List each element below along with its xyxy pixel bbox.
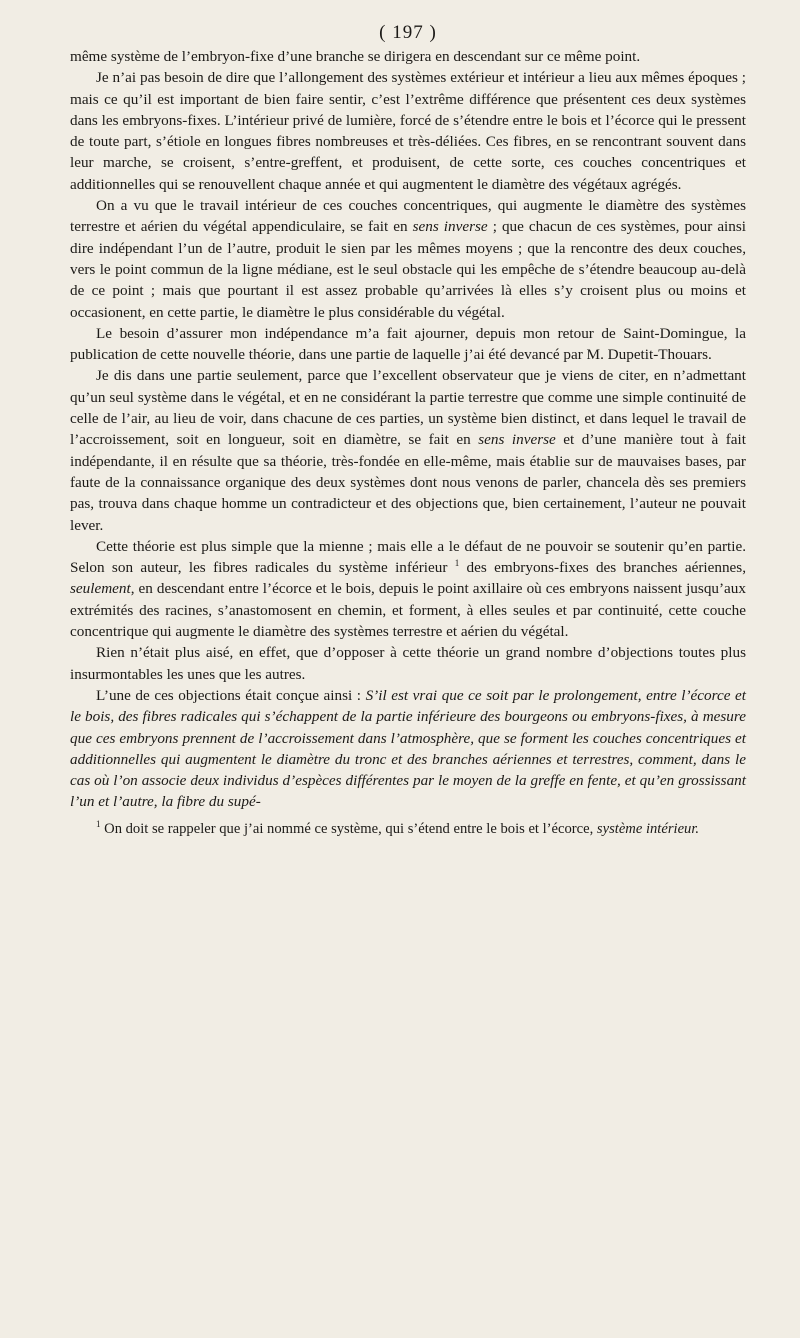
- text-run: Rien n’était plus aisé, en effet, que d’opposer à cette théorie un grand nombre d’objections toutes plus insurmontables les unes que les autres.: [70, 644, 746, 683]
- italic-text: système intérieur.: [596, 820, 700, 837]
- text-run: , en descendant entre l’écorce et le bois, depuis le point axillaire où ces embryons naissent jusqu’aux extrémités des racines, s’anastomosent en chemin, et forment, à elles seules et par continuité, cette couche concentrique qui augmente le diamètre des systèmes terrestre et aérien du végétal.: [70, 580, 746, 641]
- text-run: Cette théorie est plus simple que la mienne ; mais elle a le défaut de ne pouvoir se soutenir qu’en partie. Selon son auteur, les fibres radicales du système inférieur: [70, 537, 746, 577]
- page-number: ( 197 ): [379, 22, 437, 43]
- italic-text: sens inverse: [478, 431, 556, 449]
- footnote-marker: 1: [454, 558, 460, 569]
- footnote-text: [70, 819, 746, 839]
- paragraph-1: [70, 46, 746, 67]
- italic-text: S’il est vrai que ce soit par le prolongement, entre l’écorce et le bois, des fibres radicales qui s’échappent de la partie inférieure des bourgeons ou embryons-fixes, à mesure que ces embryons prennent de l’accroissement dans l’atmosphère, que se forment les couches concentriques et additionnelles qui augmentent le diamètre du tronc et des branches aériennes et terrestres, comment, dans le cas où l’on associe deux individus d’espèces différentes par le moyen de la greffe en fente, et qu’en grossissant l’un et l’autre, la fibre du supé-: [70, 686, 746, 811]
- text-run: L’une de ces objections était conçue ainsi :: [96, 686, 366, 704]
- paragraph-7: [70, 642, 746, 685]
- text-run: Je dis dans une partie seulement, parce que l’excellent observateur que je viens de citer, en n’admettant qu’un seul système dans le végétal, et en ne considérant la partie terrestre que comme une simple continuité de celle de l’air, au lieu de voir, dans chacune de ces parties, un système bien distinct, et dans lequel le travail de l’accroissement, soit en longueur, soit en diamètre, se fait en: [70, 367, 746, 449]
- text-run: Le besoin d’assurer mon indépendance m’a fait ajourner, depuis mon retour de Saint-Domingue, la publication de cette nouvelle théorie, dans une partie de laquelle j’ai été devancé par M. Dupetit-Thouars.: [70, 324, 746, 364]
- text-run: Je n’ai pas besoin de dire que l’allongement des systèmes extérieur et intérieur a lieu aux mêmes époques ; mais ce qu’il est important de bien faire sentir, c’est l’extrême différence que présentent ces deux systèmes dans les embryons-fixes. L’intérieur privé de lumière, forcé de s’étendre entre le bois et l’écorce qui le pressent de toute part, s’étiole en longues fibres nombreuses et très-déliées. Ces fibres, en se rencontrant souvent dans leur marche, se croisent, s’entre-greffent, et produisent, de cette sorte, ces couches concentriques et additionnelles qui se renouvellent chaque année et qui augmentent le diamètre des végétaux agrégés.: [70, 69, 746, 193]
- paragraph-2: [70, 67, 746, 195]
- italic-text: seulement: [70, 580, 131, 598]
- footnote: [70, 819, 746, 839]
- paragraph-8: [70, 685, 746, 813]
- paragraph-6: [70, 536, 746, 642]
- text-run: des embryons-fixes des branches aériennes,: [459, 559, 747, 577]
- italic-text: sens inverse: [412, 218, 488, 236]
- paragraph-3: [70, 195, 746, 323]
- text-run: On doit se rappeler que j’ai nommé ce système, qui s’étend entre le bois et l’écorce,: [100, 820, 597, 837]
- paragraph-5: [70, 365, 746, 535]
- text-run: et d’une manière tout à fait indépendante, il en résulte que sa théorie, très-fondée en elle-même, mais établie sur de mauvaises bases, par faute de la connaissance organique des deux systèmes dont nous venons de parler, chancela dès ses premiers pas, trouva dans chaque homme un contradicteur et des objections que, bien certainement, l’auteur ne pouvait lever.: [70, 431, 746, 534]
- text-run: même système de l’embryon-fixe d’une branche se dirigera en descendant sur ce même point.: [70, 48, 641, 65]
- body-text: [70, 46, 746, 813]
- footnote-marker: 1: [96, 818, 101, 829]
- text-run: ; que chacun de ces systèmes, pour ainsi dire indépendant l’un de l’autre, produit le sien par les mêmes moyens ; que la rencontre des deux couches, vers le point commun de la ligne médiane, est le seul obstacle qui les empêche de s’étendre beaucoup au-delà de ce point ; mais que pourtant il est assez probable qu’arrivées là elles s’y croisent plus ou moins et occasionent, en cette partie, le diamètre le plus considérable du végétal.: [70, 218, 747, 321]
- paragraph-4: [70, 323, 746, 366]
- text-run: On a vu que le travail intérieur de ces couches concentriques, qui augmente le diamètre des systèmes terrestre et aérien du végétal appendiculaire, se fait en: [70, 197, 746, 236]
